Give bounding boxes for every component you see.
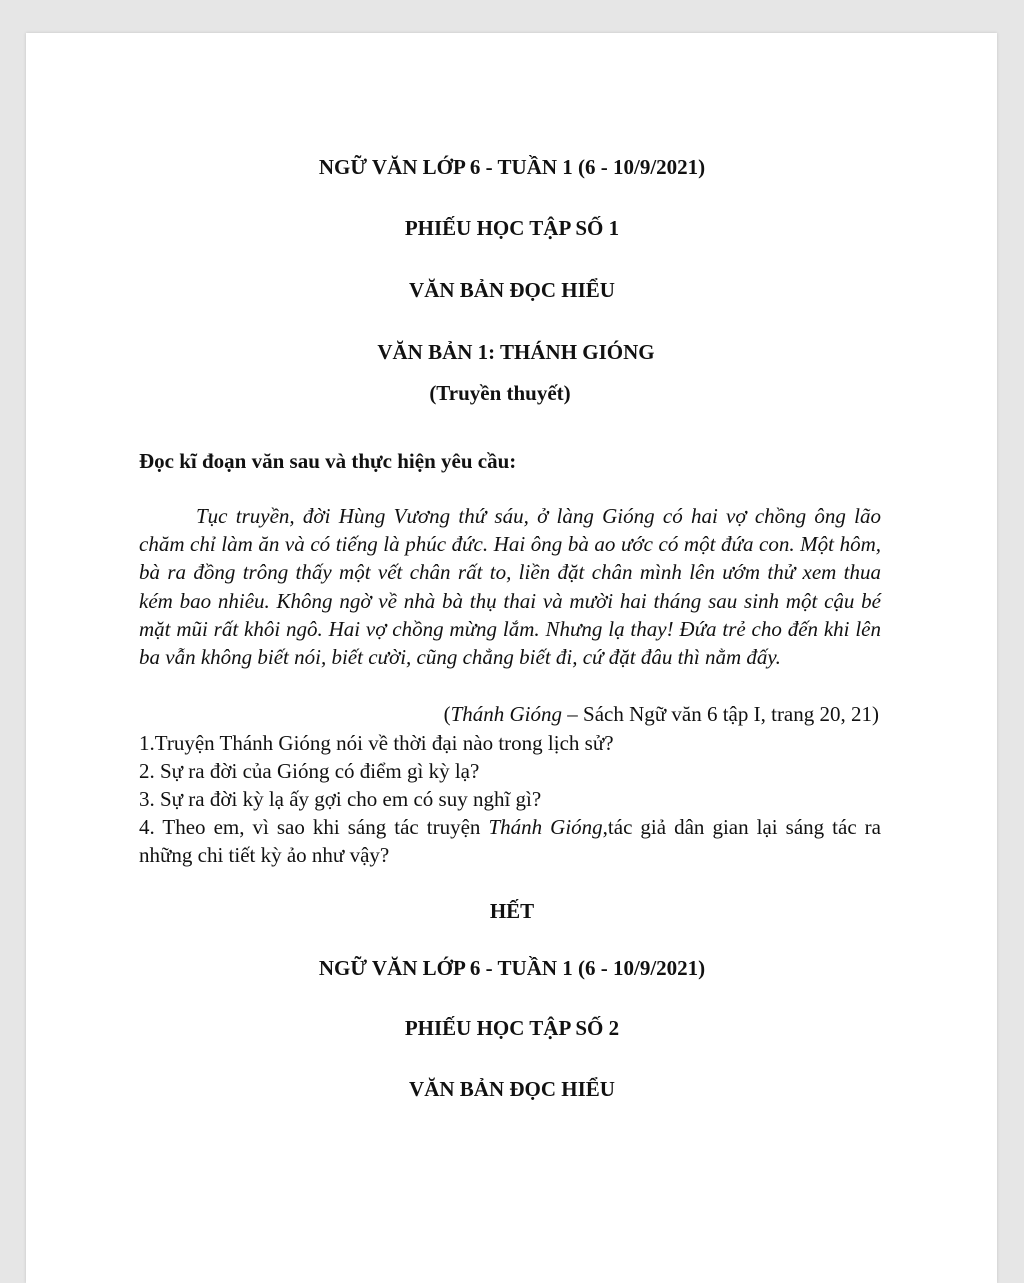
question-1: 1.Truyện Thánh Gióng nói về thời đại nào trong lịch sử? xyxy=(139,731,614,755)
question-4-start: 4. Theo em, vì sao khi sáng tác truyện xyxy=(139,815,489,839)
question-4-end: ,tác giả dân gian lại sáng tác ra những chi tiết kỳ ảo như vậy? xyxy=(139,815,881,867)
question-4 xyxy=(139,813,881,869)
source-work-title: Thánh Gióng xyxy=(450,702,563,726)
worksheet-header: NGỮ VĂN LỚP 6 - TUẦN 1 (6 - 10/9/2021) xyxy=(318,155,706,179)
worksheet-2-title: PHIẾU HỌC TẬP SỐ 2 xyxy=(404,1016,620,1040)
section-title: VĂN BẢN ĐỌC HIỂU xyxy=(409,278,615,302)
reading-passage: Tục truyền, đời Hùng Vương thứ sáu, ở làng Gióng có hai vợ chồng ông lão chăm chỉ làm ăn và có tiếng là phúc đức. Hai ông bà ao ước có một đứa con. Một hôm, bà ra đồng trông thấy một vết chân rất to, liền đặt chân mình lên ướm thử xem thua kém bao nhiêu. Không ngờ về nhà bà thụ thai và mười hai tháng sau sinh một cậu bé mặt mũi rất khôi ngô. Hai vợ chồng mừng lắm. Nhưng lạ thay! Đứa trẻ cho đến khi lên ba vẫn không biết nói, biết cười, cũng chẳng biết đi, cứ đặt đâu thì nằm đấy. xyxy=(139,504,881,670)
question-3: 3. Sự ra đời kỳ lạ ấy gợi cho em có suy nghĩ gì? xyxy=(139,787,542,811)
question-4-work-title: Thánh Gióng xyxy=(488,815,603,839)
question-2: 2. Sự ra đời của Gióng có điểm gì kỳ lạ? xyxy=(139,759,480,783)
text-title: VĂN BẢN 1: THÁNH GIÓNG xyxy=(377,340,655,364)
passage-source xyxy=(139,700,879,728)
instruction: Đọc kĩ đoạn văn sau và thực hiện yêu cầu: xyxy=(139,449,517,473)
source-details: – Sách Ngữ văn 6 tập I, trang 20, 21) xyxy=(562,702,879,726)
worksheet-title: PHIẾU HỌC TẬP SỐ 1 xyxy=(404,216,620,240)
worksheet-2-header: NGỮ VĂN LỚP 6 - TUẦN 1 (6 - 10/9/2021) xyxy=(318,956,706,980)
genre-label: (Truyền thuyết) xyxy=(429,381,571,405)
worksheet-2-section-title: VĂN BẢN ĐỌC HIỂU xyxy=(409,1077,615,1101)
source-open-paren: ( xyxy=(443,702,451,726)
end-label: HẾT xyxy=(489,899,535,923)
